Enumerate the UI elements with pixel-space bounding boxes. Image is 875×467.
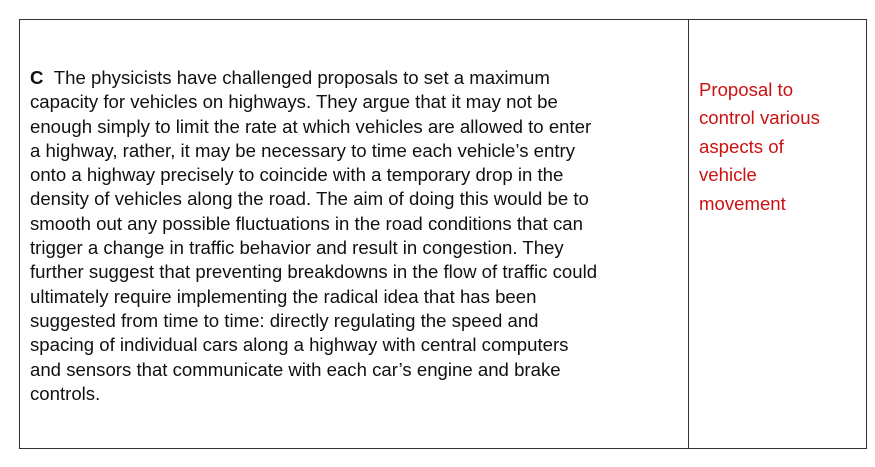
passage-line: controls. xyxy=(30,382,101,404)
passage-line: density of vehicles along the road. The aim of doing this would be to xyxy=(30,188,589,210)
passage-line xyxy=(30,66,682,90)
annotation-line: Proposal to xyxy=(699,79,794,100)
passage-line: and sensors that communicate with each car’s engine and brake xyxy=(30,358,561,380)
passage-line: a highway, rather, it may be necessary to time each vehicle’s entry xyxy=(30,139,575,161)
passage-table xyxy=(19,19,867,449)
annotation-note xyxy=(699,76,860,218)
passage-cell xyxy=(20,20,689,448)
passage-line: spacing of individual cars along a highway with central computers xyxy=(30,334,569,356)
annotation-line: vehicle xyxy=(699,164,757,186)
passage-line: capacity for vehicles on highways. They argue that it may not be xyxy=(30,91,558,113)
annotation-cell xyxy=(689,20,866,448)
passage-line-text: The physicists have challenged proposals to set a maximum xyxy=(53,67,550,88)
passage-line: smooth out any possible fluctuations in the road conditions that can xyxy=(30,212,583,234)
annotation-line: control various xyxy=(699,107,820,129)
passage-line: further suggest that preventing breakdowns in the flow of traffic could xyxy=(30,261,598,283)
passage-line: ultimately require implementing the radical idea that has been xyxy=(30,285,537,307)
passage-line: enough simply to limit the rate at which vehicles are allowed to enter xyxy=(30,115,592,137)
passage-paragraph xyxy=(30,66,682,406)
passage-line: suggested from time to time: directly regulating the speed and xyxy=(30,309,539,331)
passage-line: trigger a change in traffic behavior and result in congestion. They xyxy=(30,237,564,259)
passage-line: onto a highway precisely to coincide with a temporary drop in the xyxy=(30,164,564,186)
paragraph-letter: C xyxy=(30,67,44,88)
annotation-line: aspects of xyxy=(699,135,784,157)
annotation-line: movement xyxy=(699,192,786,214)
